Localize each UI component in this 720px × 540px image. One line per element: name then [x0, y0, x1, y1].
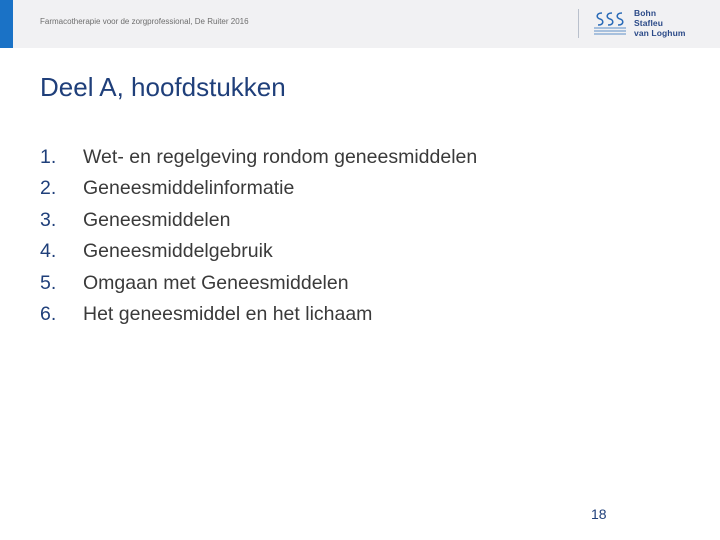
chapter-label: Omgaan met Geneesmiddelen — [83, 271, 349, 294]
chapter-item — [40, 177, 660, 208]
publisher-logo-text — [634, 8, 686, 38]
chapter-item — [40, 240, 660, 271]
left-accent-bar — [0, 0, 13, 48]
slide-title: Deel A, hoofdstukken — [40, 72, 286, 102]
logo-line: van Loghum — [634, 28, 686, 38]
chapter-item — [40, 303, 660, 334]
chapter-item — [40, 209, 660, 240]
chapter-item — [40, 146, 660, 177]
header-divider — [578, 9, 579, 38]
logo-line: Stafleu — [634, 18, 664, 28]
chapter-number: 3. — [40, 208, 57, 231]
chapter-label: Wet- en regelgeving rondom geneesmiddelen — [83, 146, 478, 168]
chapter-number: 6. — [40, 302, 57, 325]
chapter-label: Geneesmiddelinformatie — [83, 177, 295, 200]
chapter-item — [40, 272, 660, 303]
chapter-number: 2. — [40, 177, 57, 200]
chapter-label: Het geneesmiddel en het lichaam — [83, 302, 373, 325]
chapter-number: 5. — [40, 271, 57, 294]
chapter-label: Geneesmiddelen — [83, 208, 231, 231]
chapter-number: 1. — [40, 146, 57, 168]
chapter-number: 4. — [40, 240, 57, 263]
logo-line: Bohn — [634, 8, 657, 18]
header-citation: Farmacotherapie voor de zorgprofessional, De Ruiter 2016 — [40, 17, 249, 26]
chapter-list — [40, 146, 660, 334]
publisher-logo-icon — [592, 9, 628, 37]
page-number: 18 — [591, 506, 607, 522]
chapter-label: Geneesmiddelgebruik — [83, 240, 273, 263]
